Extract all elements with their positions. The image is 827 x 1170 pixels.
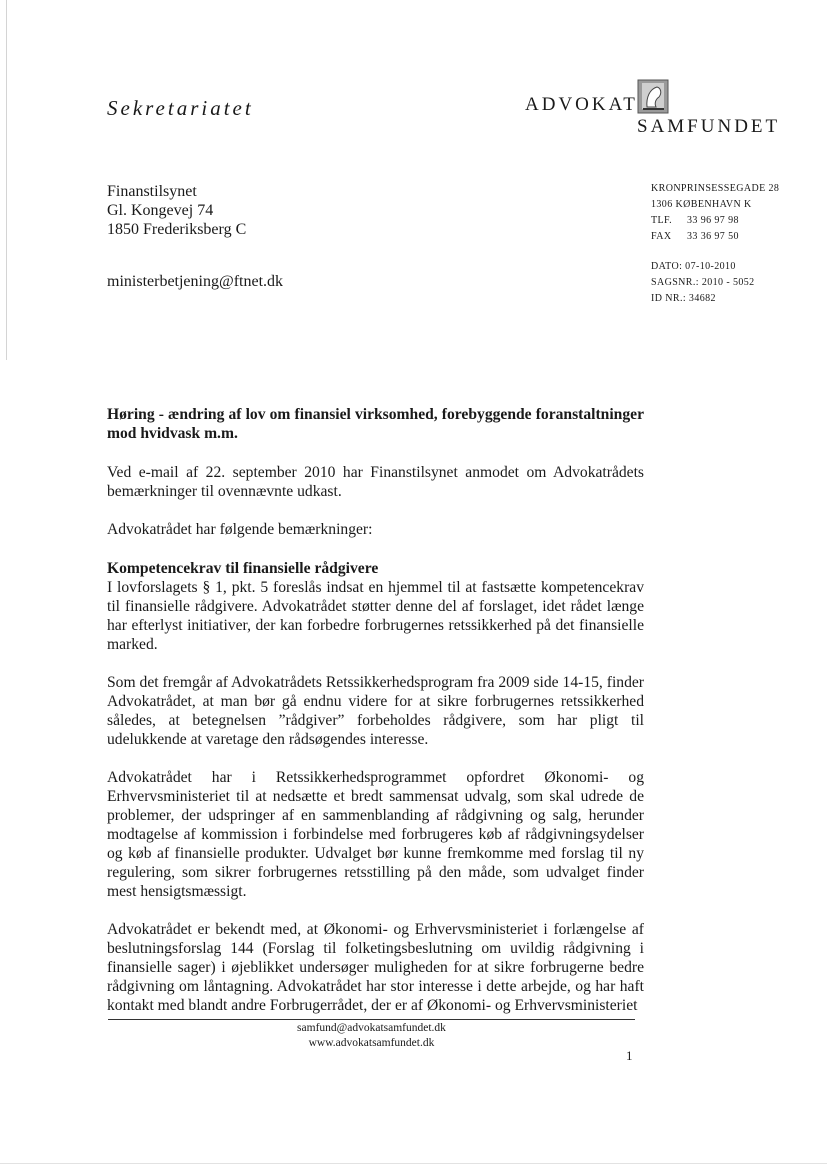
recipient-street: Gl. Kongevej 74 <box>107 202 214 219</box>
department-name: Sekretariatet <box>107 96 254 120</box>
logo-emblem-icon <box>637 79 669 114</box>
logo-text-advokat: ADVOKAT <box>525 94 638 115</box>
letter-heading: Høring - ændring af lov om finansiel virksomhed, forebyggende foranstaltninger mod hvidvask m.m. <box>107 406 644 442</box>
sender-address-block <box>651 181 779 245</box>
date-field: DATO: 07-10-2010 <box>651 261 736 272</box>
case-info-block <box>651 259 755 307</box>
sender-phone: TLF. 33 96 97 98 <box>651 215 739 226</box>
paragraph-3: Advokatrådet har i Retssikkerhedsprogrammet opfordret Økonomi- og Erhvervsministeriet til at nedsætte et bredt sammensat udvalg, som skal udrede de problemer, der udspringer af en sammenblanding af rådgivning og salg, herunder modtagelse af kommission i forbindelse med forbrugeres køb af rådgivningsydelser og køb af finansielle produkter. Udvalget bør kunne fremkomme med forslag til ny regulering, som sikrer forbrugernes retsstilling på den måde, som udvalget finder mest hensigtsmæssigt. <box>107 769 644 900</box>
sender-fax: FAX 33 36 97 50 <box>651 231 739 242</box>
footer-email[interactable]: samfund@advokatsamfundet.dk <box>297 1022 446 1034</box>
recipient-city: 1850 Frederiksberg C <box>107 221 247 238</box>
recipient-name: Finanstilsynet <box>107 183 197 200</box>
recipient-address <box>107 182 246 239</box>
footer-website[interactable]: www.advokatsamfundet.dk <box>308 1037 435 1049</box>
paragraph-4: Advokatrådet er bekendt med, at Økonomi- og Erhvervsministeriet i forlængelse af beslutningsforslag 144 (Forslag til folketingsbeslutning om uvildig rådgivning i finansielle sager) i øjeblikket undersøger muligheden for at sikre forbrugerne bedre rådgivning om låntagning. Advokatrådet har stor interesse i dette arbejde, og har haft kontakt med blandt andre Forbrugerrådet, der er af Økonomi- og Erhvervsministeriet <box>107 921 644 1014</box>
sender-street: KRONPRINSESSEGADE 28 <box>651 183 780 194</box>
paragraph-1: I lovforslagets § 1, pkt. 5 foreslås indsat en hjemmel til at fastsætte kompetencekrav til finansielle rådgivere. Advokatrådet støtter denne del af forslaget, idet rådet længe har efterlyst initiativer, der kan forbedre forbrugernes retssikkerhed på det finansielle marked. <box>107 579 644 653</box>
scan-edge-line <box>6 0 7 360</box>
page-number: 1 <box>626 1048 633 1063</box>
sender-city: 1306 KØBENHAVN K <box>651 199 752 210</box>
paragraph-2: Som det fremgår af Advokatrådets Retssikkerhedsprogram fra 2009 side 14-15, finder Advokatrådet, at man bør gå endnu videre for at sikre forbrugernes retssikkerhed således, at betegnelsen ”rådgiver” forbeholdes rådgivere, som har pligt til udelukkende at varetage den rådsøgendes interesse. <box>107 674 644 748</box>
letter-body <box>107 405 644 1034</box>
footer-divider <box>108 1019 635 1020</box>
footer <box>108 1021 635 1051</box>
section-title: Kompetencekrav til finansielle rådgivere <box>107 560 379 577</box>
logo-text-samfundet: SAMFUNDET <box>637 116 781 137</box>
intro-paragraph: Ved e-mail af 22. september 2010 har Finanstilsynet anmodet om Advokatrådets bemærkninger til ovennævnte udkast. <box>107 464 644 500</box>
id-number: ID NR.: 34682 <box>651 293 716 304</box>
scan-bottom-line <box>0 1163 827 1164</box>
case-number: SAGSNR.: 2010 - 5052 <box>651 277 755 288</box>
remarks-paragraph: Advokatrådet har følgende bemærkninger: <box>107 521 373 538</box>
recipient-email[interactable]: ministerbetjening@ftnet.dk <box>107 273 284 290</box>
